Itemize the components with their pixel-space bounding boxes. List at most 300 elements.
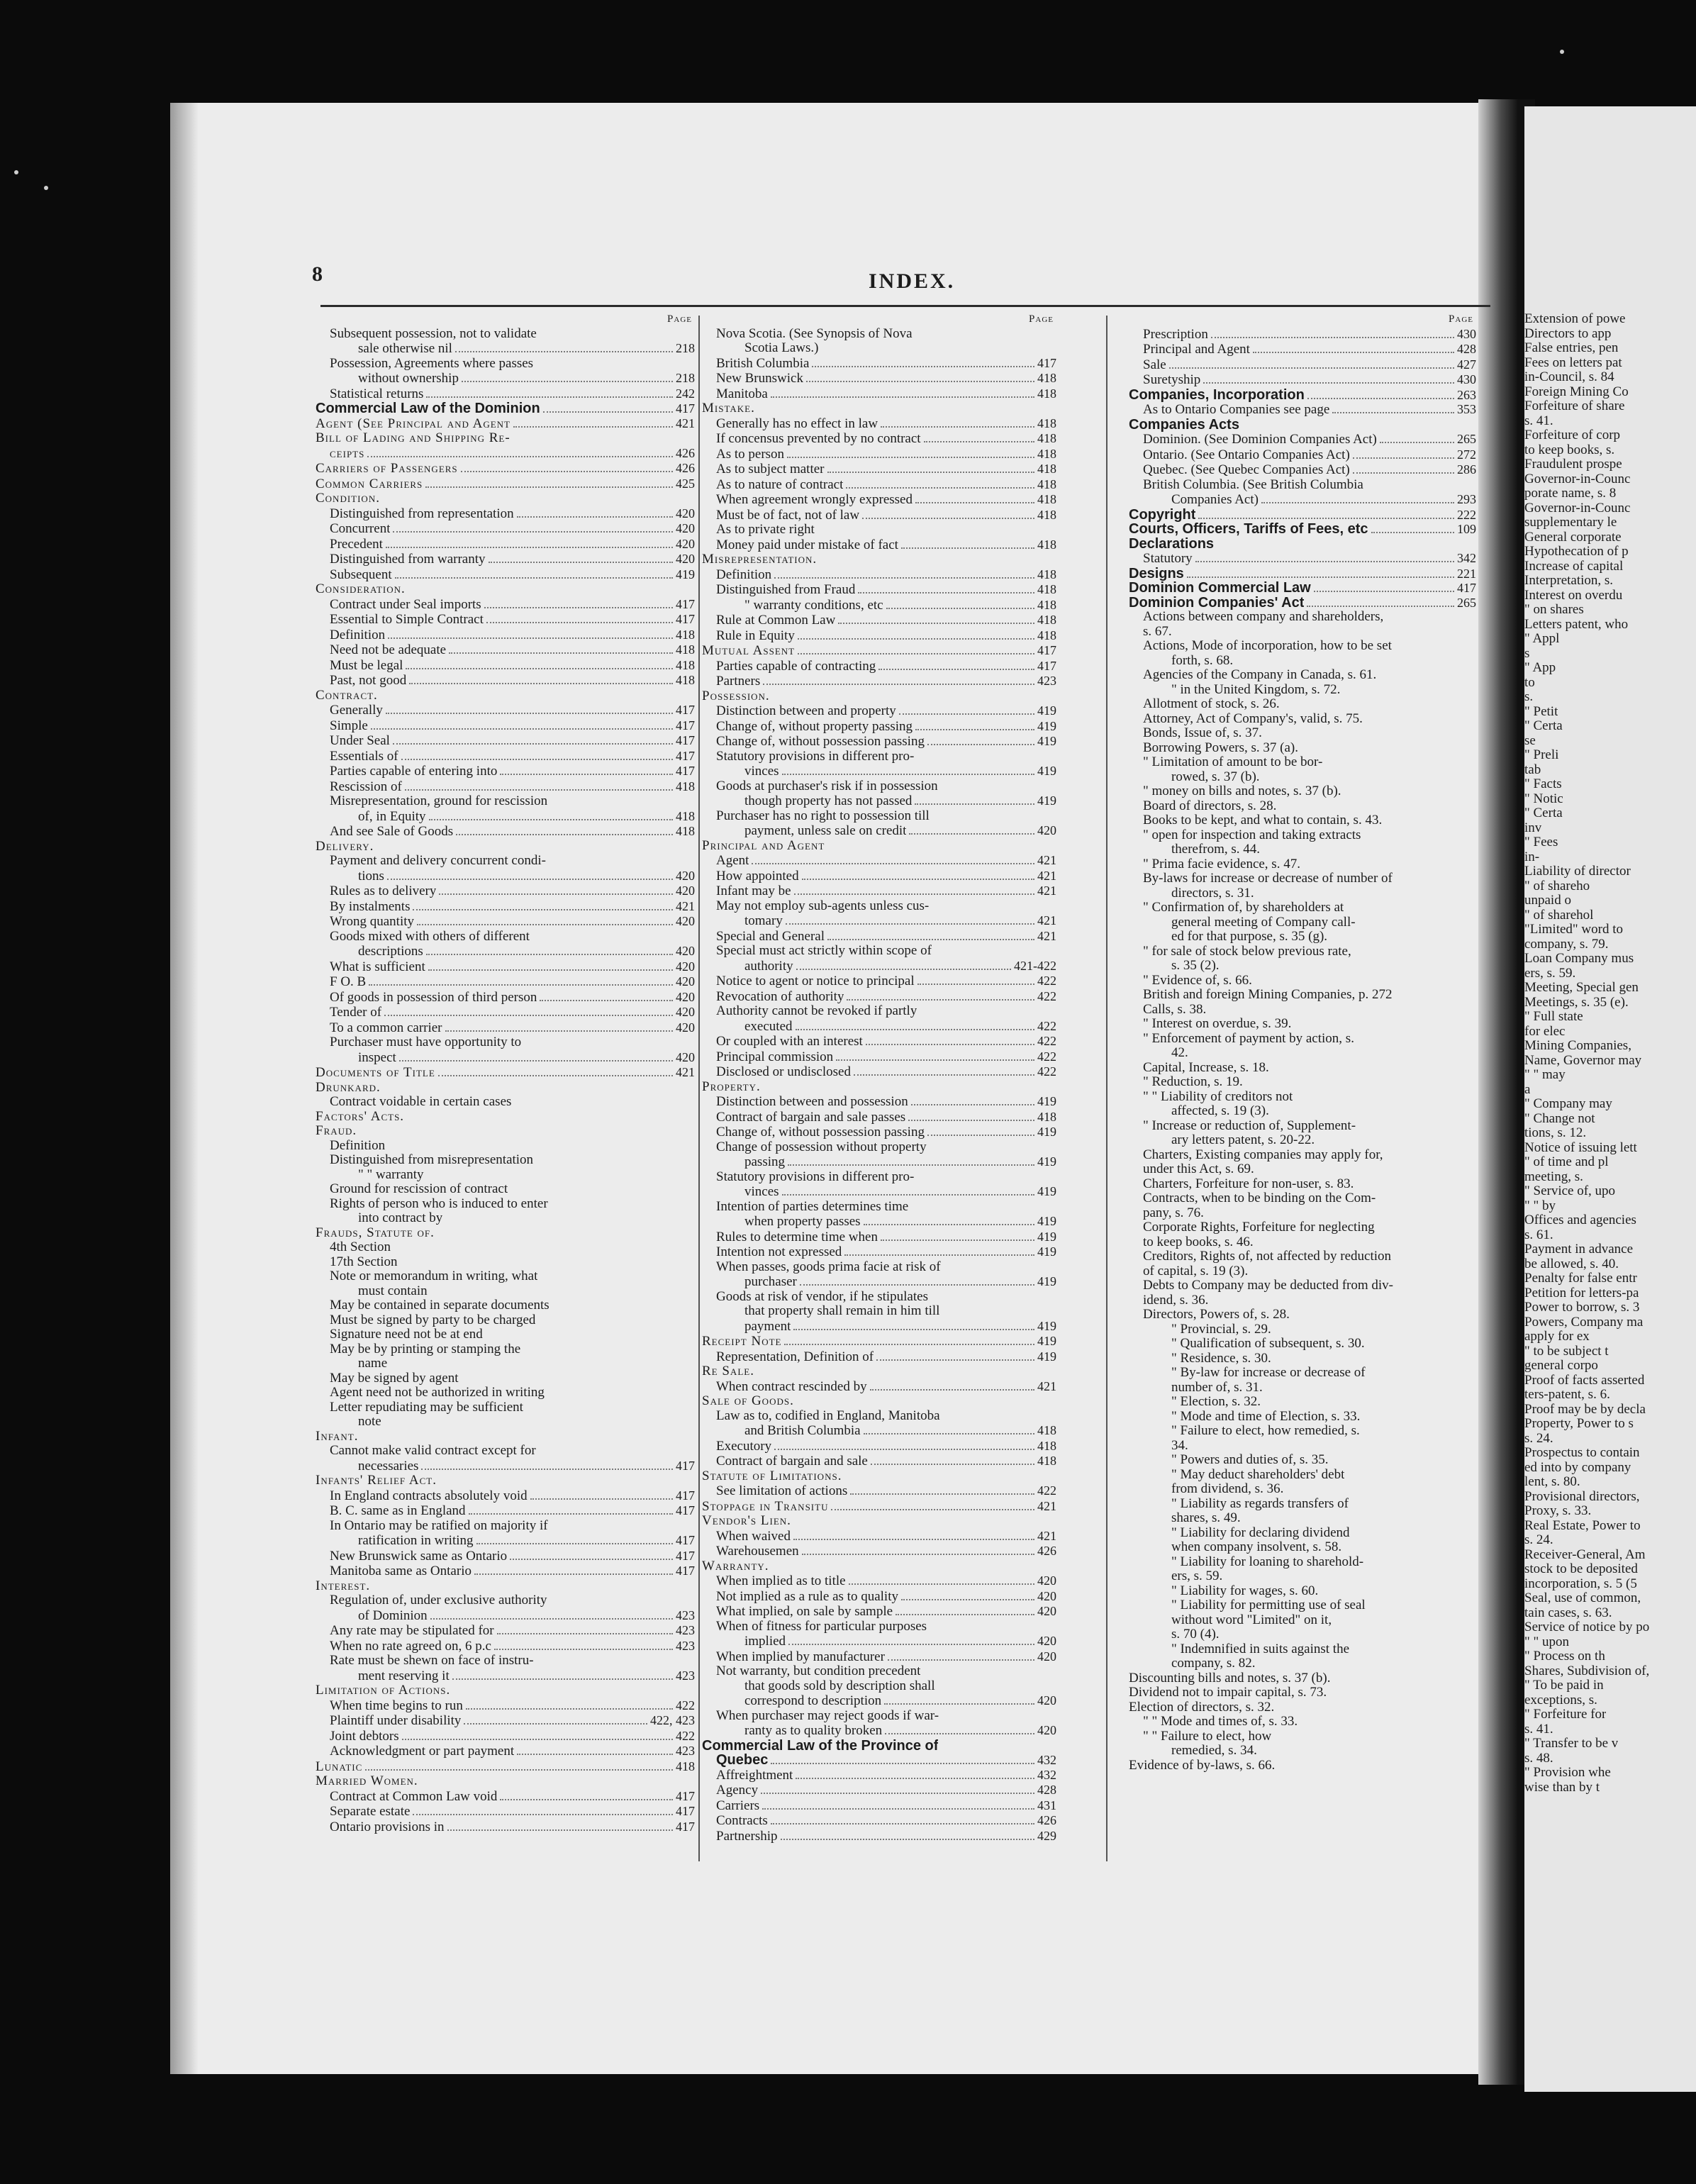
- entry-page-number: 417: [1037, 355, 1056, 370]
- film-speck: [14, 170, 18, 174]
- entry-text: " Company may: [1524, 1097, 1612, 1111]
- entry-text: supplementary le: [1524, 516, 1617, 530]
- index-entry: [1129, 447, 1476, 463]
- entry-text: " on shares: [1524, 603, 1584, 617]
- index-entry: [1524, 530, 1695, 545]
- entry-text: tions, s. 12.: [1524, 1126, 1587, 1140]
- entry-page-number: 419: [1037, 1125, 1056, 1139]
- index-entry: [702, 1049, 1056, 1065]
- leader-dots: [862, 517, 1034, 519]
- entry-text: " warranty conditions, etc: [744, 598, 883, 613]
- index-entry: [1524, 399, 1695, 414]
- index-entry: [702, 598, 1056, 613]
- index-entry: [702, 341, 1056, 356]
- leader-dots: [901, 1598, 1034, 1600]
- index-entry: [702, 508, 1056, 523]
- entry-text: Warehousemen: [716, 1544, 799, 1559]
- index-entry: [1129, 567, 1476, 581]
- entry-text: wise than by t: [1524, 1780, 1600, 1795]
- entry-page-number: 421: [1037, 1498, 1056, 1513]
- index-entry: [1129, 1497, 1476, 1512]
- index-entry: [1129, 1003, 1476, 1018]
- entry-page-number: 417: [676, 703, 695, 717]
- index-entry: [1129, 1104, 1476, 1119]
- entry-text: Must be of fact, not of law: [716, 508, 860, 523]
- index-entry: [702, 734, 1056, 750]
- entry-text: Change of possession without property: [716, 1140, 927, 1154]
- entry-text: Contracts: [716, 1814, 768, 1828]
- leader-dots: [781, 1838, 1034, 1840]
- index-entry: [316, 491, 695, 506]
- index-entry: [1129, 1584, 1476, 1599]
- entry-page-number: 418: [676, 824, 695, 838]
- entry-text: When implied as to title: [716, 1574, 846, 1588]
- entry-text: s. 48.: [1524, 1751, 1553, 1766]
- index-entry: [1129, 581, 1476, 596]
- entry-page-number: 417: [676, 1548, 695, 1563]
- index-entry: [316, 854, 695, 869]
- leader-dots: [774, 1448, 1034, 1450]
- entry-text: Consideration.: [316, 582, 406, 596]
- index-entry: [316, 597, 695, 613]
- entry-text: And see Sale of Goods: [330, 825, 454, 839]
- entry-text: ratification in writing: [358, 1534, 474, 1548]
- leader-dots: [517, 516, 673, 518]
- entry-text: Calls, s. 38.: [1143, 1002, 1207, 1017]
- entry-text: payment: [744, 1319, 791, 1334]
- entry-page-number: 419: [1037, 793, 1056, 808]
- entry-text: Provisional directors,: [1524, 1489, 1640, 1504]
- entry-text: Partners: [716, 674, 761, 689]
- index-entry: [1129, 901, 1476, 915]
- entry-text: What implied, on sale by sample: [716, 1605, 893, 1619]
- entry-text: Distinguished from Fraud: [716, 583, 856, 597]
- index-entry: [1524, 632, 1695, 647]
- entry-text: As to Ontario Companies see page: [1143, 403, 1330, 417]
- entry-text: affected, s. 19 (3).: [1171, 1104, 1269, 1118]
- entry-text: a: [1524, 1082, 1531, 1097]
- entry-text: Plaintiff under disability: [330, 1714, 462, 1728]
- entry-page-number: 420: [676, 1049, 695, 1064]
- leader-dots: [771, 1822, 1034, 1824]
- column-divider: [1106, 316, 1108, 1861]
- index-entry: [1129, 1017, 1476, 1032]
- entry-page-number: 426: [676, 461, 695, 475]
- index-entry: [702, 1019, 1056, 1035]
- index-entry: [702, 477, 1056, 493]
- entry-text: Ontario provisions in: [330, 1820, 445, 1834]
- index-entry: [316, 1211, 695, 1226]
- entry-page-number: 418: [1037, 1454, 1056, 1468]
- leader-dots: [445, 1030, 673, 1032]
- entry-page-number: 417: [676, 1564, 695, 1578]
- entry-text: to keep books, s.: [1524, 442, 1615, 457]
- index-entry: [316, 1623, 695, 1639]
- entry-text: vinces: [744, 1185, 779, 1199]
- entry-text: Agent need not be authorized in writing: [330, 1386, 545, 1400]
- leader-dots: [1187, 576, 1454, 578]
- leader-dots: [812, 365, 1034, 367]
- entry-text: Revocation of authority: [716, 989, 844, 1004]
- index-entry: [316, 703, 695, 718]
- entry-text: Intention of parties determines time: [716, 1199, 909, 1214]
- index-entry: [1524, 1112, 1695, 1127]
- entry-text: Contract under Seal imports: [330, 597, 481, 612]
- entry-page-number: 423: [676, 1638, 695, 1653]
- entry-text: Proof may be by decla: [1524, 1402, 1646, 1417]
- index-entry: [1524, 1184, 1695, 1199]
- index-entry: [1129, 492, 1476, 508]
- index-entry: [316, 1240, 695, 1255]
- entry-page-number: 417: [676, 1804, 695, 1818]
- entry-text: Bonds, Issue of, s. 37.: [1143, 726, 1262, 740]
- entry-text: Discounting bills and notes, s. 37 (b).: [1129, 1671, 1331, 1686]
- entry-text: " Mode and time of Election, s. 33.: [1171, 1409, 1361, 1424]
- index-entry: [316, 1444, 695, 1459]
- index-entry: [316, 749, 695, 764]
- index-entry: [702, 1693, 1056, 1709]
- entry-text: Rules to determine time when: [716, 1230, 878, 1244]
- entry-text: Creditors, Rights of, not affected by reduction: [1143, 1249, 1392, 1264]
- entry-text: Generally: [330, 703, 383, 718]
- entry-text: Offices and agencies: [1524, 1213, 1636, 1227]
- entry-page-number: 418: [676, 657, 695, 672]
- index-entry: [316, 416, 695, 432]
- index-entry: [702, 1154, 1056, 1170]
- leader-dots: [784, 1343, 1034, 1345]
- index-entry: [702, 1454, 1056, 1469]
- index-entry: [316, 1298, 695, 1313]
- index-entry: [1524, 719, 1695, 734]
- entry-text: s. 35 (2).: [1171, 959, 1220, 973]
- entry-text: " Notic: [1524, 791, 1563, 806]
- entry-page-number: 420: [676, 552, 695, 566]
- index-column-2: [702, 312, 1056, 1844]
- index-entry: [1524, 356, 1695, 371]
- entry-text: Disclosed or undisclosed: [716, 1065, 851, 1079]
- leader-dots: [844, 1254, 1034, 1256]
- entry-page-number: 420: [1037, 1604, 1056, 1618]
- entry-text: directors, s. 31.: [1171, 886, 1254, 901]
- entry-text: " Residence, s. 30.: [1171, 1351, 1271, 1366]
- index-entry: [1524, 1591, 1695, 1606]
- index-entry: [702, 1260, 1056, 1275]
- index-entry: [1129, 1293, 1476, 1308]
- entry-page-number: 417: [676, 612, 695, 626]
- index-entry: [316, 1820, 695, 1835]
- entry-text: Drunkard.: [316, 1080, 381, 1095]
- index-entry: [702, 416, 1056, 432]
- entry-text: number of, s. 31.: [1171, 1380, 1263, 1395]
- index-entry: [702, 974, 1056, 989]
- entry-text: " " Mode and times of, s. 33.: [1143, 1715, 1298, 1729]
- entry-text: Purchaser must have opportunity to: [330, 1035, 522, 1049]
- entry-text: s. 41.: [1524, 413, 1553, 428]
- entry-text: Ontario. (See Ontario Companies Act): [1143, 447, 1350, 462]
- entry-text: Foreign Mining Co: [1524, 384, 1629, 399]
- index-entry: [1524, 589, 1695, 603]
- leader-dots: [449, 652, 673, 654]
- entry-text: Purchaser has no right to possession till: [716, 808, 930, 823]
- index-entry: [702, 386, 1056, 402]
- index-entry: [1129, 770, 1476, 785]
- page-column-header: Page: [1449, 313, 1473, 325]
- entry-text: Prospectus to contain: [1524, 1446, 1640, 1460]
- entry-text: in-: [1524, 849, 1540, 864]
- leader-dots: [1203, 381, 1454, 384]
- index-entry: [1129, 1162, 1476, 1177]
- index-entry: [1129, 342, 1476, 357]
- entry-text: Statistical returns: [330, 386, 424, 401]
- leader-dots: [827, 938, 1034, 940]
- index-entry: [702, 1469, 1056, 1484]
- leader-dots: [530, 1498, 673, 1500]
- leader-dots: [429, 818, 673, 820]
- leader-dots: [838, 622, 1034, 624]
- entry-page-number: 421: [676, 898, 695, 913]
- index-entry: [316, 1110, 695, 1125]
- index-entry: [316, 1593, 695, 1608]
- entry-page-number: 419: [1037, 718, 1056, 733]
- leader-dots: [802, 1553, 1034, 1555]
- entry-text: " Full state: [1524, 1010, 1583, 1024]
- index-entry: [702, 1723, 1056, 1739]
- index-entry: [1129, 462, 1476, 478]
- entry-text: and British Columbia: [744, 1424, 861, 1438]
- entry-text: Cannot make valid contract except for: [330, 1444, 536, 1458]
- entry-text: " Prima facie evidence, s. 47.: [1143, 857, 1300, 871]
- entry-text: " Provincial, s. 29.: [1171, 1322, 1271, 1337]
- leader-dots: [1371, 531, 1455, 533]
- index-entry: [1524, 1257, 1695, 1272]
- index-entry: [1524, 734, 1695, 749]
- leader-dots: [761, 1792, 1034, 1794]
- entry-page-number: 420: [1037, 1723, 1056, 1737]
- entry-page-number: 419: [1037, 1349, 1056, 1364]
- entry-text: Manitoba same as Ontario: [330, 1564, 472, 1578]
- index-entry: [702, 1349, 1056, 1365]
- entry-text: remedied, s. 34.: [1171, 1744, 1257, 1758]
- index-entry: [702, 823, 1056, 839]
- index-entry: [316, 1654, 695, 1668]
- index-entry: [1129, 1700, 1476, 1715]
- entry-text: Statutory provisions in different pro-: [716, 749, 915, 764]
- index-entry: [1129, 402, 1476, 418]
- index-entry: [1129, 1206, 1476, 1221]
- entry-text: " of sharehol: [1524, 908, 1594, 923]
- entry-text: ed for that purpose, s. 35 (g).: [1171, 930, 1328, 944]
- index-entry: [1524, 1664, 1695, 1679]
- index-entry: [1524, 385, 1695, 400]
- entry-text: of capital, s. 19 (3).: [1143, 1264, 1249, 1278]
- index-entry: [316, 1579, 695, 1594]
- index-entry: [1129, 1540, 1476, 1555]
- entry-page-number: 429: [1037, 1828, 1056, 1843]
- index-entry: [702, 689, 1056, 704]
- entry-text: descriptions: [358, 945, 423, 959]
- index-entry: [316, 1197, 695, 1212]
- entry-text: general corpo: [1524, 1359, 1598, 1373]
- leader-dots: [786, 923, 1034, 925]
- index-entry: [1129, 1133, 1476, 1148]
- entry-text: Service of notice by po: [1524, 1620, 1650, 1634]
- index-entry: [1129, 1337, 1476, 1352]
- entry-text: s.: [1524, 690, 1534, 704]
- index-entry: [1524, 1490, 1695, 1505]
- entry-text: when property passes: [744, 1215, 861, 1229]
- index-entry: [1524, 1271, 1695, 1286]
- index-entry: [1129, 712, 1476, 727]
- index-entry: [316, 327, 695, 342]
- entry-text: Name, Governor may: [1524, 1053, 1642, 1068]
- index-entry: [316, 824, 695, 840]
- entry-text: when company insolvent, s. 58.: [1171, 1540, 1342, 1554]
- leader-dots: [426, 396, 673, 398]
- index-entry: [702, 1679, 1056, 1694]
- leader-dots: [771, 396, 1034, 398]
- index-entry: [316, 1284, 695, 1299]
- index-entry: [316, 1488, 695, 1504]
- entry-text: necessaries: [358, 1459, 419, 1473]
- index-entry: [316, 1139, 695, 1154]
- entry-text: Proxy, s. 33.: [1524, 1504, 1592, 1518]
- index-entry: [1524, 1388, 1695, 1403]
- index-entry: [702, 1544, 1056, 1559]
- index-entry: [1524, 1286, 1695, 1301]
- index-entry: [702, 1483, 1056, 1499]
- leader-dots: [827, 471, 1035, 473]
- index-entry: [702, 1664, 1056, 1679]
- leader-dots: [1307, 605, 1454, 607]
- entry-text: General corporate: [1524, 530, 1622, 545]
- entry-text: Dominion Commercial Law: [1129, 581, 1311, 596]
- entry-text: When implied by manufacturer: [716, 1649, 885, 1664]
- entry-page-number: 265: [1457, 432, 1476, 446]
- entry-text: without ownership: [358, 372, 459, 386]
- entry-text: to keep books, s. 46.: [1143, 1235, 1254, 1249]
- index-entry: [1129, 974, 1476, 988]
- index-entry: [1129, 1395, 1476, 1410]
- entry-page-number: 421: [676, 1065, 695, 1079]
- entry-text: 4th Section: [330, 1240, 391, 1254]
- leader-dots: [405, 789, 673, 791]
- entry-page-number: 426: [676, 445, 695, 460]
- index-entry: [1524, 516, 1695, 530]
- entry-text: When of fitness for particular purposes: [716, 1619, 927, 1634]
- entry-page-number: 417: [676, 1503, 695, 1517]
- index-entry: [1524, 1461, 1695, 1476]
- entry-page-number: 420: [1037, 1573, 1056, 1588]
- index-entry: [702, 1334, 1056, 1349]
- leader-dots: [517, 1753, 673, 1755]
- entry-page-number: 420: [1037, 1649, 1056, 1664]
- entry-text: Interpretation, s.: [1524, 574, 1614, 588]
- index-entry: [316, 840, 695, 854]
- leader-dots: [489, 561, 673, 563]
- leader-dots: [409, 682, 673, 684]
- leader-dots: [806, 380, 1034, 382]
- entry-text: " Confirmation of, by shareholders at: [1143, 901, 1344, 915]
- entry-text: Receipt Note: [702, 1335, 782, 1349]
- leader-dots: [461, 470, 673, 472]
- entry-page-number: 423: [676, 1668, 695, 1683]
- entry-text: " Failure to elect, how remedied, s.: [1171, 1424, 1360, 1438]
- index-entry: [1524, 1678, 1695, 1693]
- leader-dots: [406, 667, 673, 669]
- index-entry: [316, 537, 695, 552]
- entry-text: " Liability for loaning to sharehold-: [1171, 1554, 1364, 1569]
- leader-dots: [464, 1722, 647, 1725]
- entry-text: Companies Act): [1171, 493, 1259, 507]
- leader-dots: [466, 1707, 673, 1710]
- index-entry: [1129, 726, 1476, 741]
- entry-text: inspect: [358, 1050, 396, 1065]
- index-entry: [316, 582, 695, 597]
- entry-page-number: 418: [676, 808, 695, 823]
- index-entry: [316, 446, 695, 462]
- entry-text: Commercial Law of the Province of: [702, 1738, 939, 1753]
- index-entry: [1524, 1010, 1695, 1025]
- entry-text: Borrowing Powers, s. 37 (a).: [1143, 740, 1299, 755]
- entry-text: Contract.: [316, 688, 378, 703]
- entry-text: Distinction between and possession: [716, 1095, 908, 1109]
- index-entry: [1524, 1737, 1695, 1751]
- index-entry: [1524, 1242, 1695, 1257]
- index-entry: [1524, 952, 1695, 966]
- page-number: 8: [312, 262, 323, 286]
- index-entry: [1129, 871, 1476, 886]
- entry-page-number: 418: [1037, 613, 1056, 627]
- leader-dots: [425, 486, 673, 488]
- entry-text: Attorney, Act of Company's, valid, s. 75.: [1143, 711, 1363, 726]
- entry-text: Notice to agent or notice to principal: [716, 974, 915, 988]
- entry-text: from dividend, s. 36.: [1171, 1482, 1284, 1496]
- leader-dots: [371, 728, 673, 730]
- entry-text: Suretyship: [1143, 373, 1201, 387]
- index-entry: [702, 703, 1056, 719]
- index-entry: [702, 1034, 1056, 1049]
- leader-dots: [1198, 517, 1454, 519]
- entry-text: Sale: [1143, 357, 1166, 372]
- entry-text: Dividend not to impair capital, s. 73.: [1129, 1686, 1327, 1700]
- index-entry: [702, 719, 1056, 735]
- entry-page-number: 422, 423: [650, 1713, 695, 1727]
- index-entry: [702, 1514, 1056, 1529]
- index-entry: [316, 461, 695, 477]
- entry-text: May be contained in separate documents: [330, 1298, 549, 1313]
- index-entry: [316, 1759, 695, 1775]
- index-entry: [1129, 1322, 1476, 1337]
- entry-text: s. 41.: [1524, 1722, 1553, 1737]
- entry-page-number: 218: [676, 371, 695, 385]
- index-entry: [316, 1342, 695, 1357]
- entry-page-number: 432: [1037, 1753, 1056, 1767]
- index-entry: [1129, 1381, 1476, 1395]
- entry-page-number: 421: [676, 416, 695, 430]
- leader-dots: [924, 440, 1034, 442]
- leader-dots: [846, 486, 1034, 489]
- entry-page-number: 420: [676, 914, 695, 928]
- entry-text: purchaser: [744, 1275, 797, 1289]
- index-entry: [1129, 668, 1476, 683]
- entry-text: Principal commission: [716, 1049, 834, 1064]
- index-entry: [316, 341, 695, 357]
- entry-text: " May deduct shareholders' debt: [1171, 1467, 1345, 1482]
- leader-dots: [788, 1164, 1034, 1166]
- entry-page-number: 419: [1037, 1184, 1056, 1198]
- index-entry: [316, 1327, 695, 1342]
- entry-text: " " upon: [1524, 1634, 1570, 1649]
